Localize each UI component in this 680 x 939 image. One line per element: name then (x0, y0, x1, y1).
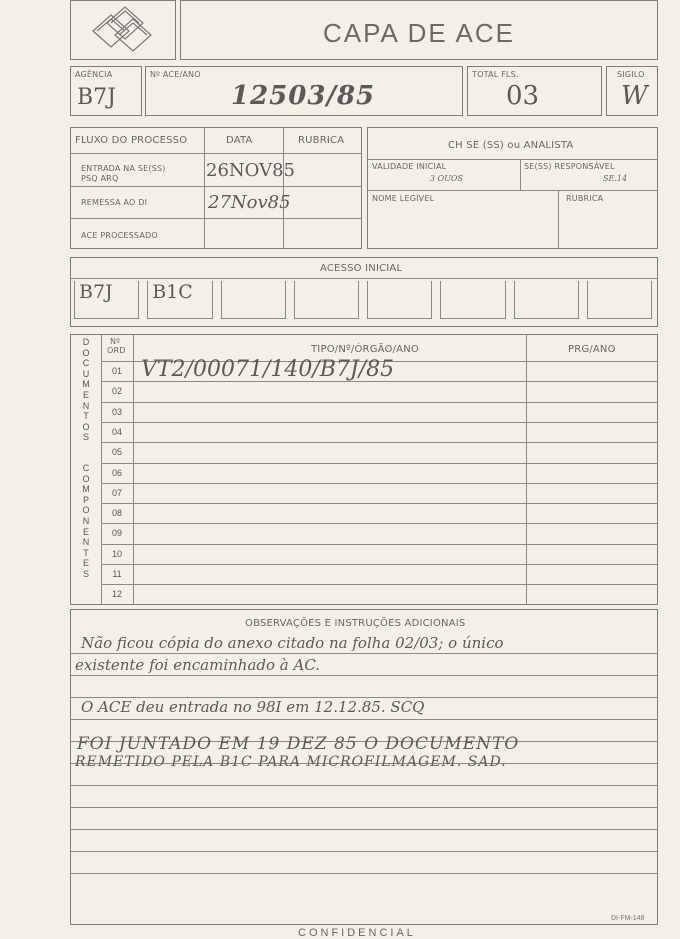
rubrica-label: RUBRICA (566, 194, 604, 203)
doc-row-number: 11 (112, 569, 122, 579)
side-label-documentos: D O C U M E N T O S (82, 337, 90, 443)
responsavel-value: SE.14 (603, 174, 628, 183)
tipo-header: TIPO/Nº/ÓRGÃO/ANO (311, 344, 419, 355)
sigilo-value: W (621, 81, 648, 111)
obs-line-3: O ACE deu entrada no 98I em 12.12.85. SCQ (81, 698, 425, 716)
side-label-componentes: C O M P O N E N T E S (82, 463, 90, 579)
fluxo-table (70, 127, 362, 249)
validade-value: 3 OUOS (430, 174, 463, 183)
fluxo-row1-label2: PSQ ARQ (81, 174, 119, 183)
fluxo-row3-label: ACE PROCESSADO (81, 231, 158, 240)
chse-title: CH SE (SS) ou ANALISTA (448, 140, 574, 151)
doc-row-tipo: VT2/00071/140/B7J/85 (141, 357, 395, 382)
doc-row-number: 06 (111, 467, 122, 478)
obs-line-4: FOI JUNTADO EM 19 DEZ 85 O DOCUMENTO (77, 734, 520, 754)
doc-row-number: 12 (111, 589, 122, 600)
sigilo-box (606, 66, 658, 116)
doc-row-number: 08 (111, 508, 122, 519)
doc-row-number: 02 (111, 386, 122, 397)
doc-row-number: 05 (111, 447, 122, 458)
acesso-cell-value: B1C (152, 281, 193, 303)
form-code: DI-FM-148 (611, 915, 645, 922)
rubrica-header: RUBRICA (298, 135, 345, 146)
acesso-cell (440, 281, 505, 319)
acesso-box (70, 257, 658, 327)
doc-row-number: 10 (111, 548, 122, 559)
agencia-box (70, 66, 142, 116)
fluxo-header: FLUXO DO PROCESSO (75, 135, 188, 146)
ord-label: ORD (107, 346, 126, 355)
agencia-value: B7J (77, 85, 116, 110)
doc-row-number: 01 (111, 366, 122, 376)
acesso-cell (294, 281, 359, 319)
total-box (467, 66, 602, 116)
fluxo-row1-label: ENTRADA NA SE(SS) (81, 164, 166, 173)
acesso-title: ACESSO INICIAL (320, 263, 403, 274)
logo-box (70, 0, 176, 60)
acesso-cell-value: B7J (79, 281, 113, 303)
doc-row-number: 04 (111, 426, 122, 437)
acesso-cell (74, 281, 139, 319)
cube-logo-icon (71, 1, 175, 59)
nome-label: NOME LEGÍVEL (372, 194, 435, 203)
numero-value: 12503/85 (231, 81, 376, 111)
observacoes-title: OBSERVAÇÕES E INSTRUÇÕES ADICIONAIS (245, 618, 466, 629)
data-header: DATA (226, 135, 253, 146)
obs-line-2: existente foi encaminhado à AC. (75, 656, 321, 674)
page-title: CAPA DE ACE (322, 18, 516, 48)
classificacao-footer: CONFIDENCIAL (298, 927, 416, 939)
chse-box (367, 127, 658, 249)
title-box (180, 0, 658, 60)
acesso-cell (587, 281, 652, 319)
acesso-cell (367, 281, 432, 319)
documentos-table (70, 334, 658, 605)
numero-box (145, 66, 463, 116)
sigilo-label: SIGILO (617, 70, 645, 79)
acesso-cell (514, 281, 579, 319)
agencia-label: AGÊNCIA (75, 70, 113, 79)
doc-row-number: 07 (111, 487, 122, 498)
observacoes-box (70, 609, 658, 925)
obs-line-1: Não ficou cópia do anexo citado na folha 02/03; o único (81, 634, 504, 652)
acesso-cell (147, 281, 212, 319)
numero-label: Nº ACE/ANO (150, 70, 201, 79)
doc-row-number: 03 (111, 406, 122, 417)
total-label: TOTAL FLS. (472, 70, 519, 79)
fluxo-row2-label: REMESSA AO DI (81, 198, 148, 207)
validade-label: VALIDADE INICIAL (372, 162, 447, 171)
doc-row-number: 09 (111, 528, 122, 539)
acesso-cell (221, 281, 286, 319)
responsavel-label: SE(SS) RESPONSÁVEL (524, 162, 615, 171)
obs-line-5: REMETIDO PELA B1C PARA MICROFILMAGEM. SAD. (75, 754, 507, 770)
total-value: 03 (506, 81, 540, 111)
fluxo-row2-data: 27Nov85 (208, 192, 291, 213)
prg-header: PRG/ANO (568, 344, 616, 355)
no-label: Nº (110, 337, 121, 346)
fluxo-row1-data: 26NOV85 (206, 160, 295, 181)
